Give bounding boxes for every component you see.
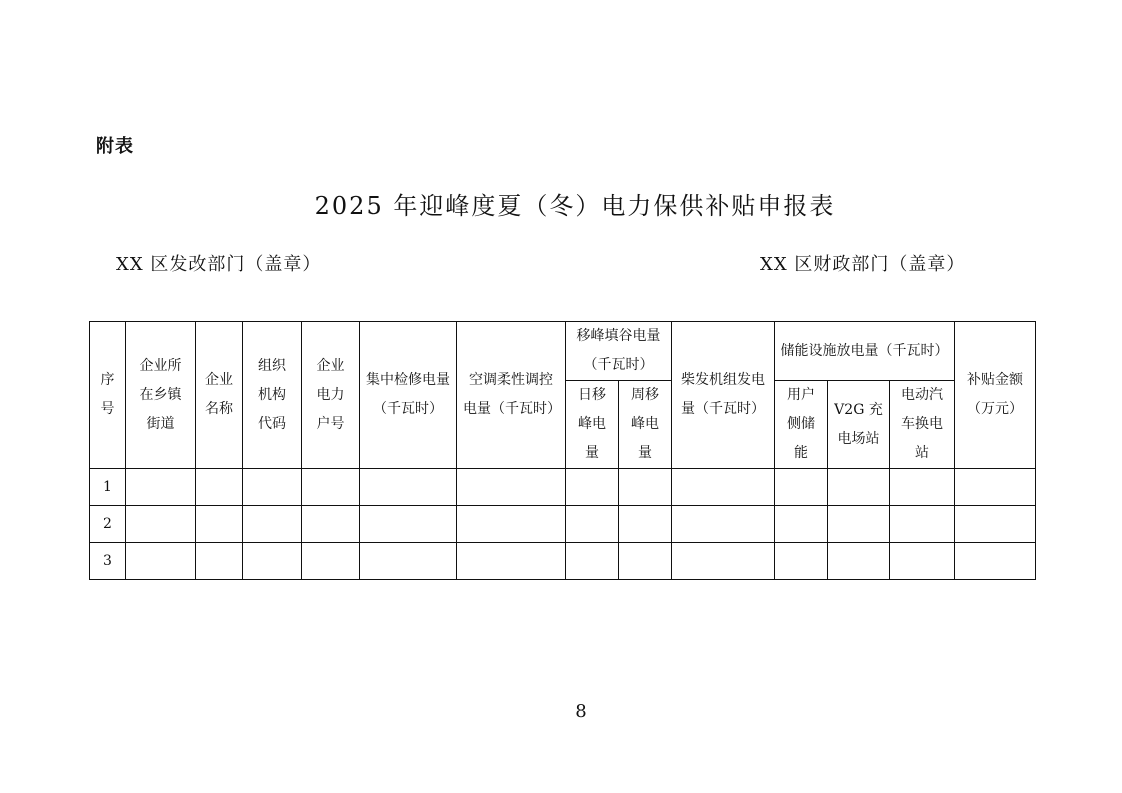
dept-finance-stamp: XX 区财政部门（盖章） (760, 254, 966, 275)
cell-company-name[interactable] (196, 506, 243, 543)
cell-power-account[interactable] (302, 543, 360, 580)
cell-town[interactable] (126, 506, 196, 543)
header-aircon-energy: 空调柔性调控电量（千瓦时） (457, 322, 566, 469)
cell-aircon-energy[interactable] (457, 469, 566, 506)
cell-ev-swap-station[interactable] (890, 543, 955, 580)
table-row (90, 469, 1036, 506)
row-seq: 3 (90, 543, 126, 580)
cell-subsidy-amount[interactable] (955, 543, 1036, 580)
cell-weekly-shift[interactable] (619, 506, 672, 543)
cell-power-account[interactable] (302, 469, 360, 506)
header-town: 企业所在乡镇街道 (126, 322, 196, 469)
cell-user-storage[interactable] (775, 469, 828, 506)
cell-daily-shift[interactable] (566, 469, 619, 506)
cell-org-code[interactable] (243, 543, 302, 580)
cell-power-account[interactable] (302, 506, 360, 543)
header-ev-swap-station: 电动汽车换电站 (890, 381, 955, 469)
header-peak-shift-energy: 移峰填谷电量（千瓦时） (566, 322, 672, 381)
cell-daily-shift[interactable] (566, 506, 619, 543)
row-seq: 1 (90, 469, 126, 506)
cell-user-storage[interactable] (775, 543, 828, 580)
attachment-label: 附表 (96, 136, 134, 157)
table-row (90, 506, 1036, 543)
header-daily-shift: 日移峰电量 (566, 381, 619, 469)
cell-company-name[interactable] (196, 543, 243, 580)
header-storage-discharge: 储能设施放电量（千瓦时） (775, 322, 955, 381)
cell-diesel-energy[interactable] (672, 543, 775, 580)
cell-ev-swap-station[interactable] (890, 506, 955, 543)
cell-ev-swap-station[interactable] (890, 469, 955, 506)
header-subsidy-amount: 补贴金额（万元） (955, 322, 1036, 469)
header-v2g-station: V2G 充电场站 (828, 381, 890, 469)
subsidy-application-table (89, 321, 1036, 580)
row-seq: 2 (90, 506, 126, 543)
cell-aircon-energy[interactable] (457, 543, 566, 580)
cell-subsidy-amount[interactable] (955, 506, 1036, 543)
cell-org-code[interactable] (243, 506, 302, 543)
cell-daily-shift[interactable] (566, 543, 619, 580)
cell-town[interactable] (126, 543, 196, 580)
cell-company-name[interactable] (196, 469, 243, 506)
cell-user-storage[interactable] (775, 506, 828, 543)
cell-diesel-energy[interactable] (672, 506, 775, 543)
cell-diesel-energy[interactable] (672, 469, 775, 506)
table-row (90, 543, 1036, 580)
cell-maintenance-energy[interactable] (360, 506, 457, 543)
header-user-storage: 用户侧储能 (775, 381, 828, 469)
cell-town[interactable] (126, 469, 196, 506)
header-weekly-shift: 周移峰电量 (619, 381, 672, 469)
header-power-account: 企业电力户号 (302, 322, 360, 469)
cell-aircon-energy[interactable] (457, 506, 566, 543)
header-diesel-energy: 柴发机组发电量（千瓦时） (672, 322, 775, 469)
cell-maintenance-energy[interactable] (360, 469, 457, 506)
cell-subsidy-amount[interactable] (955, 469, 1036, 506)
header-company-name: 企业名称 (196, 322, 243, 469)
document-title: 2025 年迎峰度夏（冬）电力保供补贴申报表 (314, 192, 836, 220)
cell-weekly-shift[interactable] (619, 543, 672, 580)
cell-org-code[interactable] (243, 469, 302, 506)
cell-maintenance-energy[interactable] (360, 543, 457, 580)
cell-v2g-station[interactable] (828, 543, 890, 580)
cell-weekly-shift[interactable] (619, 469, 672, 506)
page-number: 8 (575, 701, 587, 722)
cell-v2g-station[interactable] (828, 506, 890, 543)
header-seq: 序号 (90, 322, 126, 469)
dept-development-reform-stamp: XX 区发改部门（盖章） (116, 254, 322, 275)
header-org-code: 组织机构代码 (243, 322, 302, 469)
header-maintenance-energy: 集中检修电量（千瓦时） (360, 322, 457, 469)
cell-v2g-station[interactable] (828, 469, 890, 506)
